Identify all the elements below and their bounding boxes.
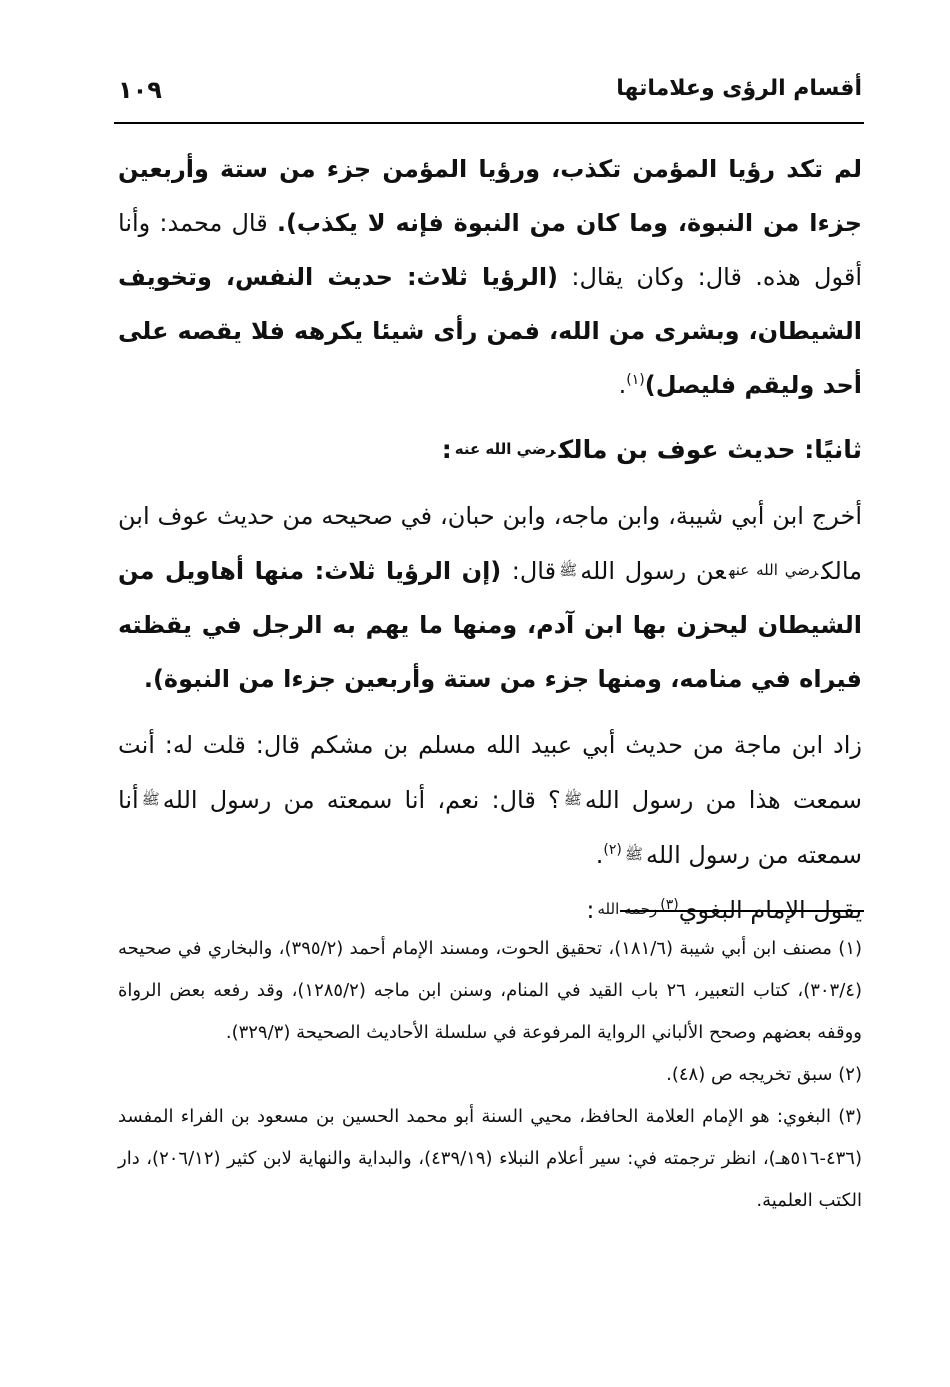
footnote-number: (٣) <box>838 1106 862 1127</box>
narration-text: أنا سمعته من رسول الله <box>118 786 862 869</box>
footnote-text: البغوي: هو الإمام العلامة الحافظ، محيي السنة أبو محمد الحسين بن مسعود بن الفراء المفسد (٤٣٦-٥١٦هـ)، انظر ترجمته في: سير أعلام النبلاء (٤٣٩/١٩)، والبداية والنهاية لابن كثير (٢٠٦/١٢)، دار الكتب العلمية. <box>118 1106 863 1211</box>
narration-text: قال: <box>511 557 557 585</box>
footnote-text: مصنف ابن أبي شيبة (١٨١/٦)، تحقيق الحوت، ومسند الإمام أحمد (٣٩٥/٢)، والبخاري في صحيحه (٣٠٣/٤)، كتاب التعبير، ٢٦ باب القيد في المنام، وسنن ابن ماجه (١٢٨٥/٢)، وقد رفعه بعض الرواة ووقفه بعضهم وصحح الألباني الرواية المرفوعة في سلسلة الأحاديث الصحيحة (٣٢٩/٣). <box>118 938 862 1043</box>
footnote-marker-1: (١) <box>626 372 645 388</box>
hadith-text: (إن الرؤيا ثلاث: منها أهاويل من الشيطان ليحزن بها ابن آدم، ومنها ما يهم به الرجل في يقظته فيراه في منامه، ومنها جزء من ستة وأربعين جزءا من النبوة). <box>118 557 862 693</box>
footnotes <box>118 928 862 1222</box>
header-divider <box>114 122 864 124</box>
paragraph-1 <box>118 142 862 412</box>
footnote-marker-3: (٣) <box>660 897 679 913</box>
punctuation: : <box>441 435 452 464</box>
narration-text: يقول الإمام البغوي <box>678 896 862 924</box>
footnote-divider <box>620 910 864 912</box>
narration-text: أخرج ابن أبي شيبة، وابن ماجه، وابن حبان، في صحيحه من حديث عوف ابن مالك <box>118 502 862 585</box>
footnote-1 <box>118 928 862 1054</box>
honorific-prophet-icon: ﷺ <box>563 790 582 808</box>
punctuation: . <box>618 371 627 399</box>
honorific-prophet-icon: ﷺ <box>141 790 160 808</box>
footnote-number: (١) <box>838 938 863 959</box>
page-number: ١٠٩ <box>118 76 162 104</box>
footnote-2 <box>118 1054 862 1096</box>
narration-text: قال محمد: وأنا أقول هذه. قال: وكان يقال: <box>118 209 862 291</box>
honorific-prophet-icon: ﷺ <box>559 561 578 579</box>
narration-text: زاد ابن ماجة من حديث أبي عبيد الله مسلم بن مشكم قال: قلت له: أنت سمعت هذا من رسول الله <box>118 731 862 814</box>
punctuation: . <box>595 841 604 869</box>
paragraph-3 <box>118 718 862 882</box>
paragraph-2 <box>118 489 862 706</box>
section-heading-text: ثانيًا: حديث عوف بن مالك <box>558 435 862 464</box>
footnote-text: سبق تخريجه ص (٤٨). <box>666 1064 833 1085</box>
hadith-text: (الرؤيا ثلاث: حديث النفس، وتخويف الشيطان، وبشرى من الله، فمن رأى شيئا يكرهه فلا يقصه على أحد وليقم فليصل) <box>118 263 862 399</box>
footnote-marker-2: (٢) <box>603 842 622 858</box>
honorific-scholar-icon: رحمه الله <box>597 900 658 918</box>
hadith-text: لم تكد رؤيا المؤمن تكذب، ورؤيا المؤمن جزء من ستة وأربعين جزءا من النبوة، وما كان من النبوة فإنه لا يكذب). <box>118 155 862 237</box>
footnote-3 <box>118 1096 862 1222</box>
section-heading <box>118 422 862 477</box>
narration-text: ؟ قال: نعم، أنا سمعته من رسول الله <box>162 786 561 814</box>
honorific-companion-icon: رضي الله عنه <box>454 440 556 458</box>
honorific-companion-icon: رضي الله عنه <box>728 561 819 579</box>
running-title: أقسام الرؤى وعلاماتها <box>616 76 862 101</box>
honorific-prophet-icon: ﷺ <box>624 845 643 863</box>
punctuation: : <box>586 896 595 924</box>
footnote-number: (٢) <box>838 1064 862 1085</box>
narration-text: عن رسول الله <box>580 557 726 585</box>
main-text <box>118 142 862 937</box>
running-head <box>118 70 862 120</box>
